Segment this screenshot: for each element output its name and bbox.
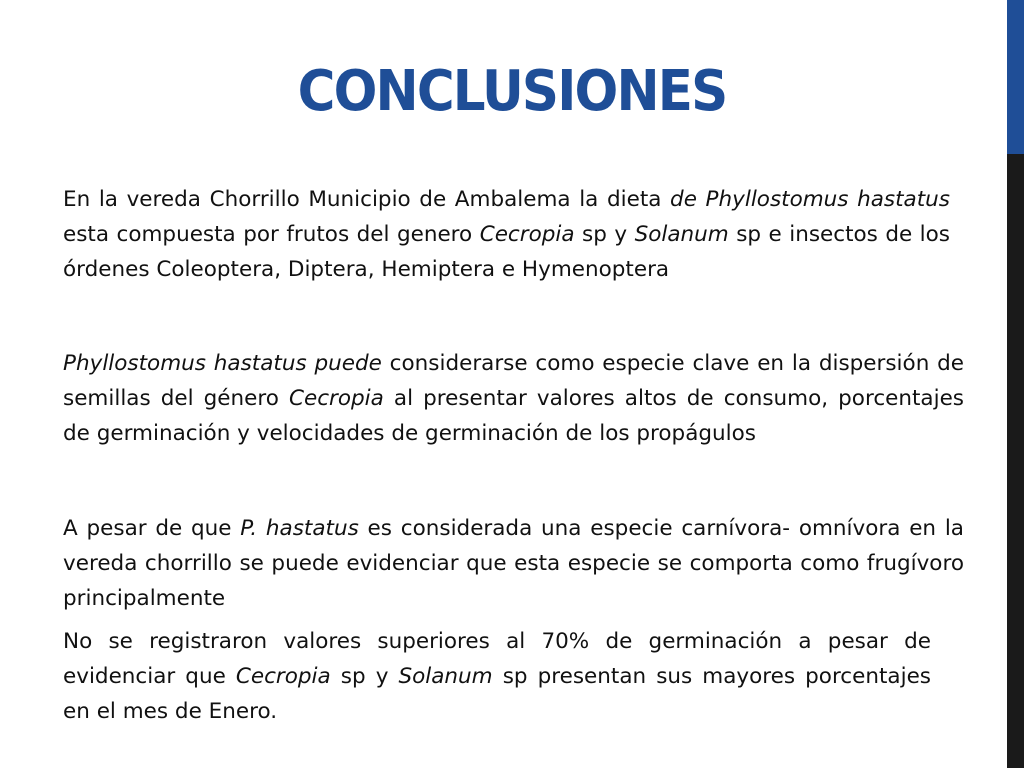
conclusion-paragraph-4 [63,624,931,729]
italic-text-run: P. hastatus [240,516,359,541]
text-run: sp presentan sus mayores porcentajes en el mes de Enero. [63,664,931,724]
text-run: No se registraron valores superiores al 70% de germinación a pesar de evidenciar que [63,629,931,689]
text-run: A pesar de que [63,516,241,541]
text-run: es considerada una especie carnívora- omnívora en la vereda chorrillo se puede evidenciar que esta especie se comporta como frugívoro principalmente [63,516,964,611]
italic-text-run: Cecropia [479,222,575,247]
italic-text-run: Phyllostomus hastatus puede [63,351,382,376]
text-run: sp e insectos de los órdenes Coleoptera, Diptera, Hemiptera e Hymenoptera [63,222,951,282]
conclusion-paragraph-1 [63,182,950,287]
italic-text-run: Solanum [398,664,493,689]
side-accent-bar-bottom [1007,154,1024,768]
conclusion-paragraph-3 [63,511,964,616]
conclusion-paragraph-2 [63,346,964,451]
text-run: considerarse como especie clave en la dispersión de semillas del género [63,351,965,411]
text-run: sp y [330,664,399,689]
text-run: En la vereda Chorrillo Municipio de Ambalema la dieta [63,187,671,212]
side-accent-bar-top [1007,0,1024,154]
italic-text-run: Cecropia [288,386,384,411]
text-run: al presentar valores altos de consumo, porcentajes de germinación y velocidades de germinación de los propágulos [63,386,964,446]
italic-text-run: Cecropia [235,664,331,689]
italic-text-run: de Phyllostomus hastatus [670,187,950,212]
slide-title: CONCLUSIONES [297,59,727,124]
italic-text-run: Solanum [634,222,729,247]
text-run: sp y [574,222,635,247]
text-run: esta compuesta por frutos del genero [63,222,480,247]
